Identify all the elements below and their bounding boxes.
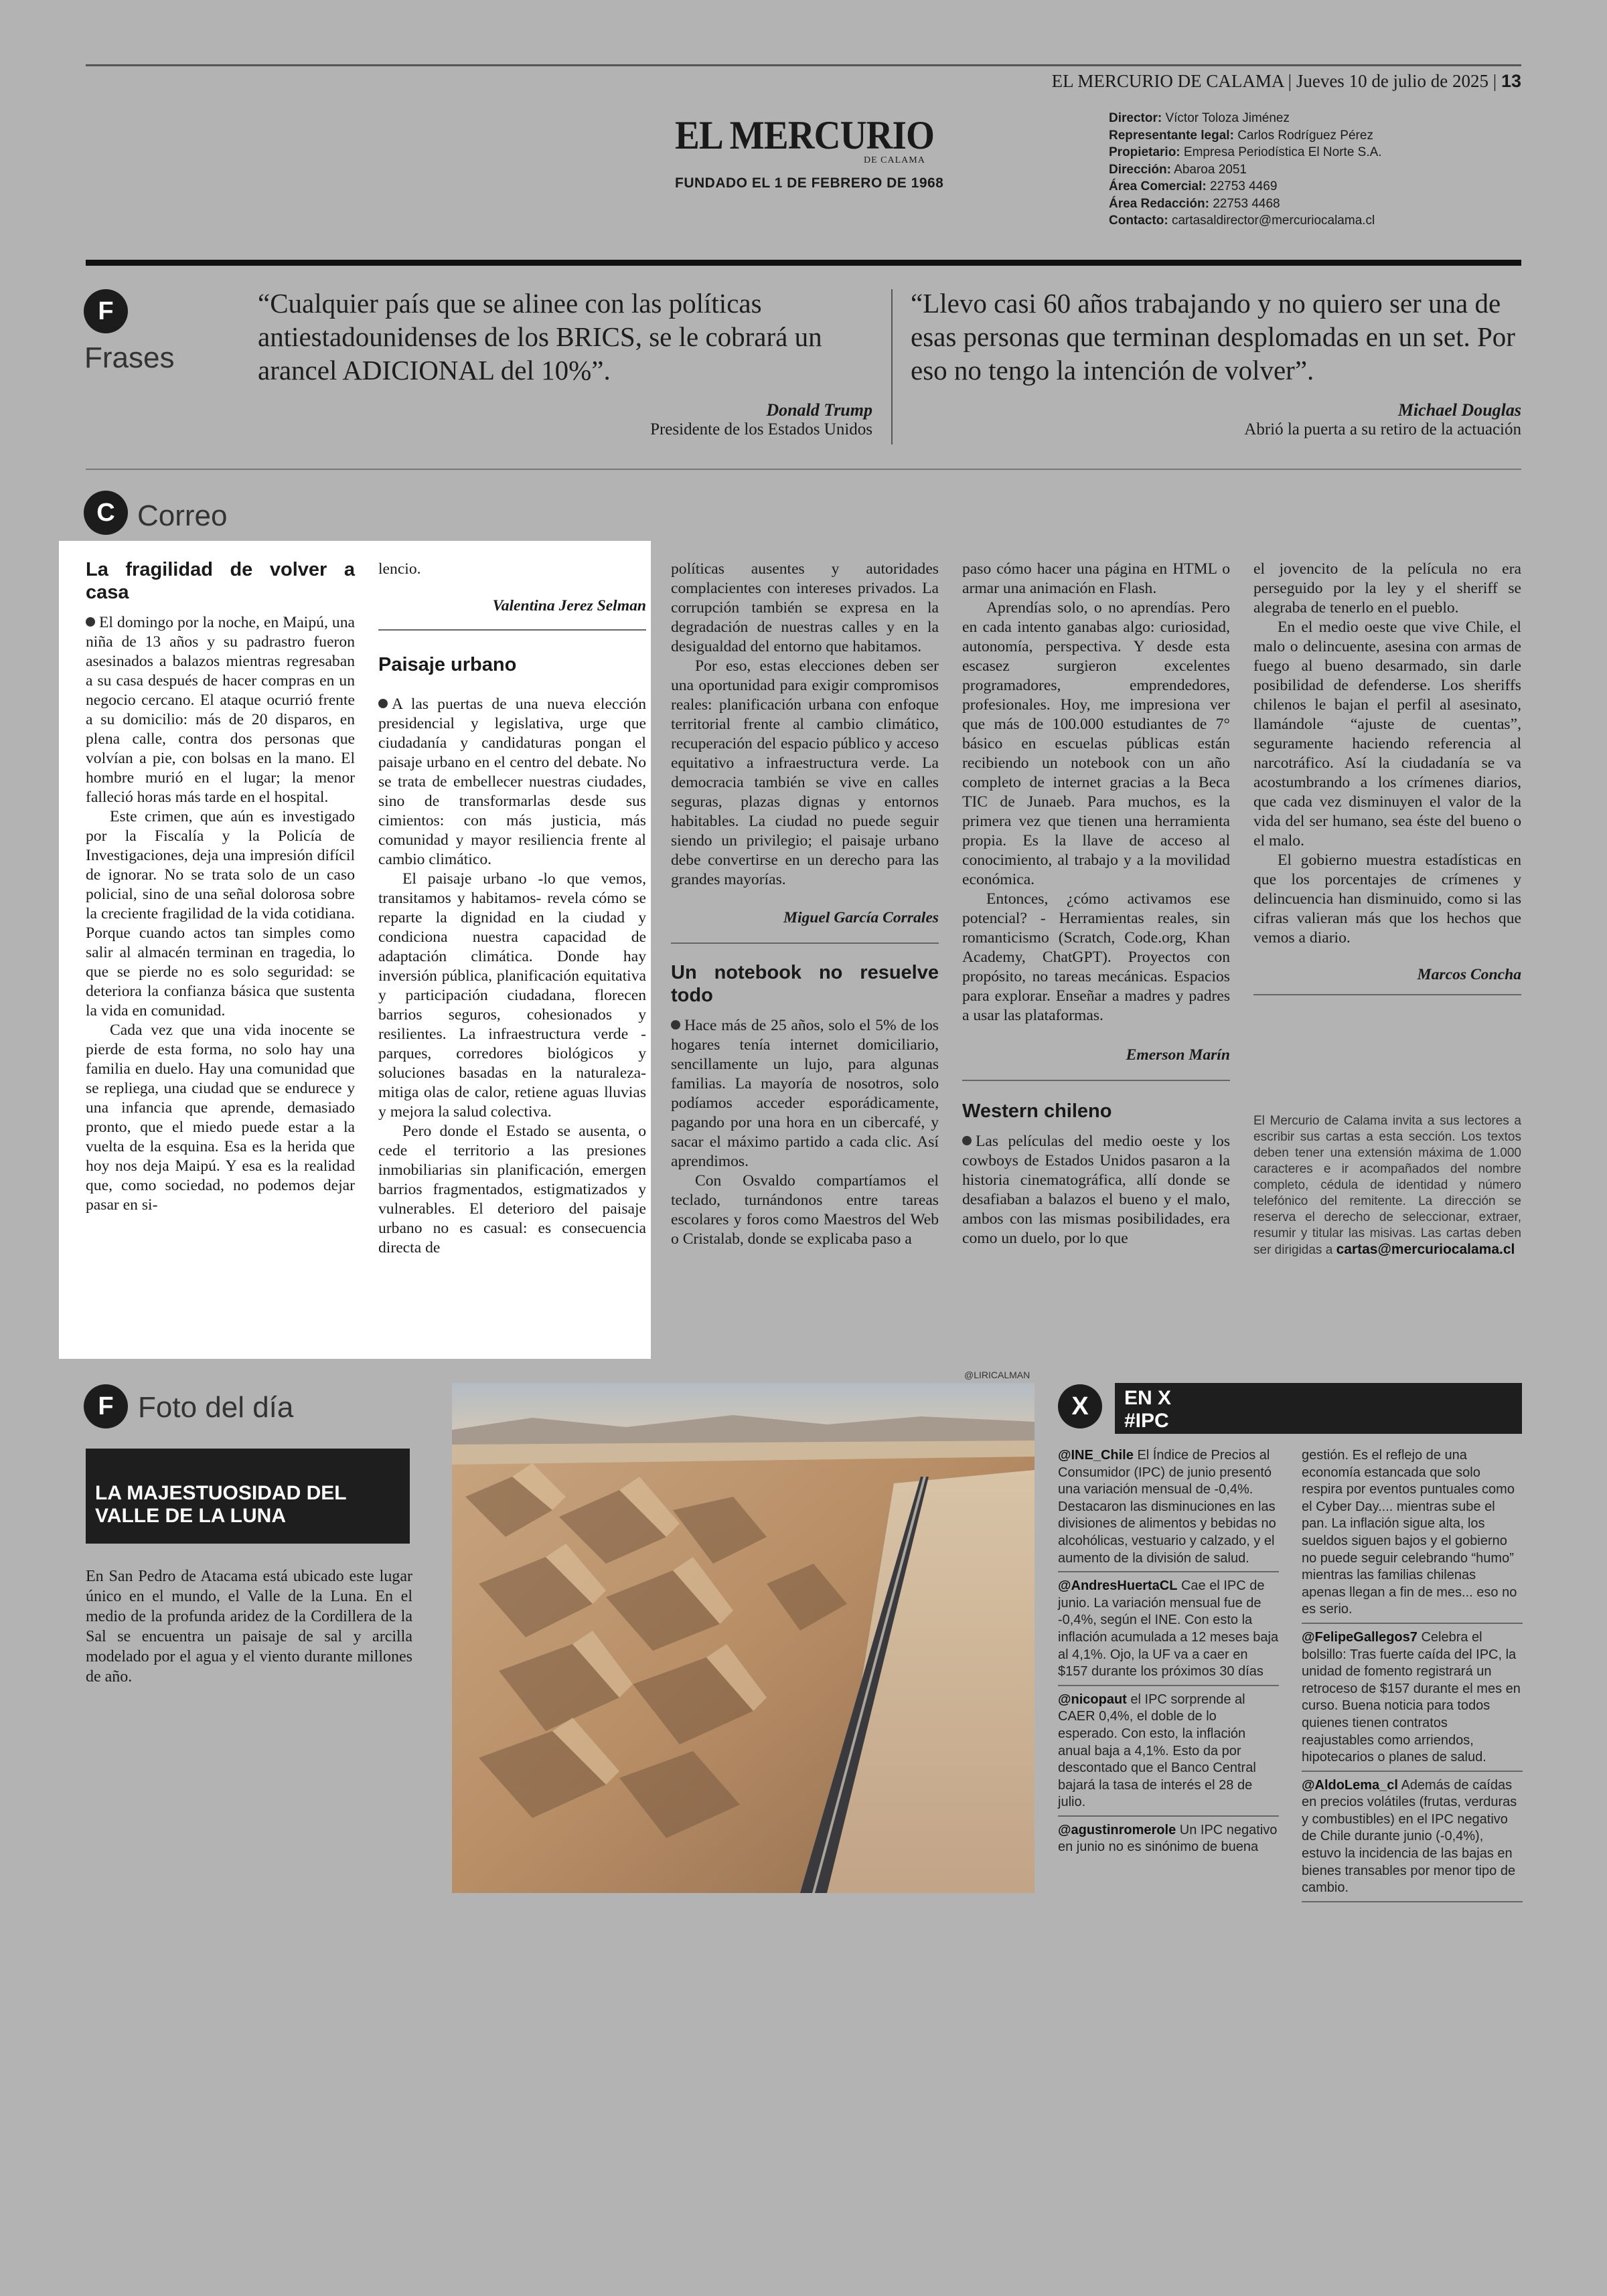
issue-date: EL MERCURIO DE CALAMA | Jueves 10 de julio de 2025 | (1051, 71, 1497, 91)
quote-role: Presidente de los Estados Unidos (650, 420, 872, 438)
letter-signature: Valentina Jerez Selman (492, 597, 646, 614)
letter-signature: Emerson Marín (1126, 1046, 1230, 1064)
bullet-icon (962, 1136, 972, 1145)
bullet-icon (671, 1020, 680, 1030)
correo-badge-icon: C (84, 491, 128, 535)
foto-caption: En San Pedro de Atacama está ubicado este lugar único en el mundo, el Valle de la Luna. En el medio de la profunda aridez de la Cordillera de la Sal se encuentra un paisaje de sal y arcilla modelado por el agua y el viento durante millones de año. (86, 1568, 412, 1686)
logo-subtitle: DE CALAMA (864, 155, 925, 165)
foto-headline-box: LA MAJESTUOSIDAD DEL VALLE DE LA LUNA (86, 1449, 410, 1544)
letter-signature: Miguel García Corrales (783, 909, 939, 926)
letter-paragraph: Con Osvaldo compartíamos el teclado, turnándonos entre tareas escolares y foros como Maestros del Web o Cristalab, donde se explicaba paso a (671, 1172, 939, 1248)
letter-paragraph: El domingo por la noche, en Maipú, una niña de 13 años y su padrastro fueron asesinados a balazos mientras regresaban a su casa después de hacer compras en un negocio cercano. El ataque ocurrió frente a su domicilio: más de 20 disparos, en plena calle, contra dos personas que volvían a pie, con bolsas en la mano. El hombre murió en el lugar; la menor falleció horas más tarde en el hospital. (86, 614, 355, 806)
letter-paragraph: Las películas del medio oeste y los cowboys de Estados Unidos pasaron a la historia cinematográfica, allí donde se desafiaban a balazos el bueno y el malo, ambos con las mismas posibilidades, era como un duelo, por lo que (962, 1133, 1230, 1247)
letter-divider (378, 629, 646, 631)
tweet: @agustinromerole Un IPC negativo en junio no es sinónimo de buena (1058, 1822, 1278, 1855)
valle-de-la-luna-photo (452, 1383, 1035, 1893)
quote-role: Abrió la puerta a su retiro de la actuación (1244, 420, 1521, 438)
tweets-column-1 (1058, 1447, 1279, 1856)
tweet: @FelipeGallegos7 Celebra el bolsillo: Tras fuerte caída del IPC, la unidad de fomento registrará un retroceso de $157 durante el mes en curso. Buena noticia para todos quienes tienen contratos reajustables como arriendos, hipotecarios o planes de salud. (1302, 1629, 1523, 1772)
tweet-continuation: gestión. Es el reflejo de una economía estancada que solo respira por eventos puntuales como el Cyber Day.... mientras sube el pan. La inflación sigue alta, los sueldos siguen bajos y el gobierno no puede seguir celebrando “humo” mientras las familias chilenas apenas llegan a fin de mes... eso no es serio. (1302, 1447, 1523, 1624)
foto-title: Foto del día (138, 1391, 294, 1424)
frases-divider (891, 289, 893, 444)
staff-line: Dirección: Abaroa 2051 (1109, 162, 1247, 177)
letter-column-3 (671, 560, 939, 1249)
letter-paragraph: Entonces, ¿cómo activamos ese potencial? - Herramientas reales, sin romanticismo (Scratch, Code.org, Khan Academy, ChatGPT). Proyectos con propósito, no tareas mecánicas. Espacios para explorar. Enseñar a madres y padres a usar las plataformas. (962, 890, 1230, 1024)
letter-divider (962, 1080, 1230, 1081)
frases-title: Frases (84, 341, 175, 374)
staff-box (1109, 110, 1382, 230)
tweet-user[interactable]: @agustinromerole (1058, 1822, 1176, 1837)
frases-bottom-rule (86, 469, 1521, 470)
photo-credit: @LIRICALMAN (964, 1370, 1030, 1380)
tweet-user[interactable]: @AldoLema_cl (1302, 1777, 1398, 1793)
staff-line: Área Redacción: 22753 4468 (1109, 196, 1280, 211)
letter-column-2 (378, 560, 646, 1258)
letter-paragraph: Cada vez que una vida inocente se pierde de esta forma, no solo hay una familia en duelo. Hay una comunidad que se repliega, una ciudad que se endurece y una infancia que aprende, demasiado pronto, que el miedo puede estar a la vuelta de la esquina. Esa es la herida que hoy nos deja Maipú. Y esa es la realidad que, como sociedad, no podemos dejar pasar en si- (86, 1021, 355, 1214)
letter-paragraph: políticas ausentes y autoridades complacientes con intereses privados. La corrupción también se expresa en la degradación de nuestras calles y en la desigualdad del entorno que habitamos. (671, 560, 939, 655)
letter-column-1 (86, 558, 355, 1215)
quote-author: Michael Douglas (1397, 400, 1521, 420)
letter-paragraph: El paisaje urbano -lo que vemos, transitamos y habitamos- revela cómo se reparte la dignidad en la ciudad y condiciona nuestra capacidad de adaptación climática. Donde hay inversión pública, planificación equitativa y participación ciudadana, florecen barrios seguros, cohesionados y resilientes. La infraestructura verde -parques, corredores biológicos y soluciones basadas en la naturaleza- mitiga olas de calor, retiene aguas lluvias y mejora la salud colectiva. (378, 870, 646, 1121)
quote-text: “Llevo casi 60 años trabajando y no quiero ser una de esas personas que terminan desplomadas en un set. Por eso no tengo la intención de volver”. (911, 288, 1515, 386)
letter-title: La fragilidad de volver a casa (86, 559, 355, 603)
letter-paragraph: Pero donde el Estado se ausenta, o cede el territorio a las presiones inmobiliarias sin planificación, emergen barrios fragmentados, estigmatizados y vulnerables. El deterioro del paisaje urbano no es casual: es consecuencia directa de (378, 1123, 646, 1256)
x-logo-icon: X (1058, 1384, 1102, 1428)
letter-column-5 (1253, 560, 1521, 1258)
letters-note: El Mercurio de Calama invita a sus lectores a escribir sus cartas a esta sección. Los textos deben tener una extensión máxima de 1.000 caracteres e ir acompañados del nombre completo, cédula de identidad y número telefónico del remitente. La dirección se reserva el derecho de seleccionar, extraer, resumir y titular las misivas. Las cartas deben ser dirigidas a cartas@mercuriocalama.cl (1253, 1114, 1521, 1257)
tweet-user[interactable]: @nicopaut (1058, 1692, 1127, 1707)
top-rule (86, 64, 1521, 66)
letter-title: Paisaje urbano (378, 654, 517, 675)
letter-paragraph: Aprendías solo, o no aprendías. Pero en cada intento ganabas algo: curiosidad, autonomía, perspectiva. Y desde esta escasez surgieron excelentes programadores, emprendedores, profesionales. Hoy, me impresiona ver que más de 100.000 estudiantes de 7° básico en escuelas públicas están recibiendo un notebook con un año completo de internet gracias a la Beca TIC de Junaeb. Para muchos, es la primera vez que tienen una herramienta propia. Es la llave de acceso al conocimiento, al trabajo y a la movilidad económica. (962, 599, 1230, 888)
quote-2 (911, 286, 1521, 439)
header-rule (86, 260, 1521, 266)
issue-line (1052, 71, 1521, 92)
tweet-user[interactable]: @AndresHuertaCL (1058, 1578, 1178, 1594)
letter-paragraph: En el medio oeste que vive Chile, el malo o delincuente, asesina con armas de fuego al bueno desarmado, sin darle posibilidad de defenderse. Los sheriffs chilenos le bajan el perfil al asesinato, llamándole “ajuste de cuentas”, seguramente haciendo referencia al narcotráfico. Así la ciudadanía se va acostumbrando a los crímenes diarios, que cada vez disminuyen el valor de la vida del ser humano, sea éste del bueno o el malo. (1253, 619, 1521, 849)
foto-badge-icon: F (84, 1384, 128, 1428)
letter-paragraph: el jovencito de la película no era perseguido por la ley y el sheriff se alegraba de tenerlo en el pueblo. (1253, 560, 1521, 617)
frases-badge-icon: F (84, 289, 128, 333)
tweet: @INE_Chile El Índice de Precios al Consumidor (IPC) de junio presentó una variación mensual de -0,4%. Destacaron las disminuciones en las divisiones de alimentos y bebidas no alcohólicas, vestuario y calzado, y el aumento de la división de salud. (1058, 1447, 1279, 1572)
enx-header (1115, 1383, 1522, 1434)
quote-1 (258, 286, 872, 439)
letter-divider (1253, 994, 1521, 995)
tweet: @nicopaut el IPC sorprende al CAER 0,4%, el doble de lo esperado. Con esto, la inflación anual baja a 4,1%. Esto da por descontado que el Banco Central bajará la tasa de interés el 28 de julio. (1058, 1692, 1279, 1817)
quote-text: “Cualquier país que se alinee con las políticas antiestadounidenses de los BRICS, se le cobrará un arancel ADICIONAL del 10%”. (258, 288, 822, 386)
letter-paragraph: Por eso, estas elecciones deben ser una oportunidad para exigir compromisos reales: planificación urbana con enfoque territorial frente al cambio climático, recuperación del espacio público y acceso equitativo a infraestructura verde. La democracia también se vive en calles seguras, plazas dignas y entornos habitables. La ciudad no puede seguir siendo un privilegio; el paisaje urbano debe convertirse en un derecho para las grandes mayorías. (671, 657, 939, 888)
letter-paragraph: El gobierno muestra estadísticas en que los porcentajes de crímenes y delincuencia han disminuido, como si las cifras valieran más que los hechos que vemos a diario. (1253, 851, 1521, 947)
letter-paragraph: Hace más de 25 años, solo el 5% de los hogares tenía internet domiciliario, sencillamente un lujo, para algunas familias. La mayoría de nosotros, solo podíamos acceder esporádicamente, pagando por una hora en un cibercafé, y sacar el máximo partido a cada clic. Así aprendimos. (671, 1017, 939, 1170)
tweets-column-2 (1302, 1447, 1523, 1908)
staff-line: Área Comercial: 22753 4469 (1109, 179, 1278, 193)
page-number: 13 (1501, 71, 1521, 91)
tweet-user[interactable]: @INE_Chile (1058, 1448, 1134, 1463)
enx-hashtag[interactable]: #IPC (1124, 1410, 1169, 1432)
letter-paragraph: paso cómo hacer una página en HTML o armar una animación en Flash. (962, 560, 1230, 597)
letter-column-4 (962, 560, 1230, 1248)
staff-line: Representante legal: Carlos Rodríguez Pérez (1109, 128, 1373, 143)
staff-line: Propietario: Empresa Periodística El Norte S.A. (1109, 145, 1382, 159)
letter-title: Un notebook no resuelve todo (671, 962, 939, 1006)
tweet: @AndresHuertaCL Cae el IPC de junio. La variación mensual fue de -0,4%, según el INE. Con esto la inflación acumulada a 12 meses baja al 4,1%. Ojo, la UF va a caer en $157 durante los próximos 30 días (1058, 1578, 1279, 1686)
letter-paragraph: Este crimen, que aún es investigado por la Fiscalía y la Policía de Investigaciones, deja una impresión difícil de ignorar. No se trata solo de un caso policial, sino de una señal dolorosa sobre la creciente fragilidad de la vida cotidiana. Porque cuando actos tan simples como salir al almacén terminan en tragedia, lo que se pierde no es solo seguridad: se deteriora la confianza básica que sustenta la vida en comunidad. (86, 808, 355, 1019)
letter-paragraph: A las puertas de una nueva elección presidencial y legislativa, urge que ciudadanía y candidaturas pongan el paisaje urbano en el centro del debate. No se trata de embellecer nuestras ciudades, sino de transformarlas desde sus cimientos: con más justicia, más comunidad y mayor resiliencia frente al cambio climático. (378, 695, 646, 868)
tweet-user[interactable]: @FelipeGallegos7 (1302, 1629, 1418, 1645)
quote-author: Donald Trump (766, 400, 872, 420)
staff-line: Director: Víctor Toloza Jiménez (1109, 111, 1290, 125)
newspaper-logo: EL MERCURIO (675, 113, 935, 157)
letter-divider (671, 942, 939, 944)
contact-email[interactable]: cartasaldirector@mercuriocalama.cl (1171, 214, 1375, 228)
bullet-icon (86, 617, 95, 627)
enx-title: EN X (1124, 1387, 1172, 1409)
letters-email[interactable]: cartas@mercuriocalama.cl (1336, 1242, 1515, 1257)
letter-signature: Marcos Concha (1417, 966, 1521, 983)
bullet-icon (378, 699, 388, 708)
tweet: @AldoLema_cl Además de caídas en precios volátiles (frutas, verduras y combustibles) en el IPC negativo de Chile durante junio (-0,4%), estuvo la incidencia de las bajas en bienes transables por menor tipo de cambio. (1302, 1777, 1523, 1902)
founded-line: FUNDADO EL 1 DE FEBRERO DE 1968 (675, 175, 944, 191)
letter-title: Western chileno (962, 1100, 1112, 1122)
letter-paragraph: lencio. (378, 560, 421, 578)
correo-title: Correo (137, 499, 228, 532)
staff-line: Contacto: cartasaldirector@mercuriocalama.cl (1109, 214, 1375, 228)
